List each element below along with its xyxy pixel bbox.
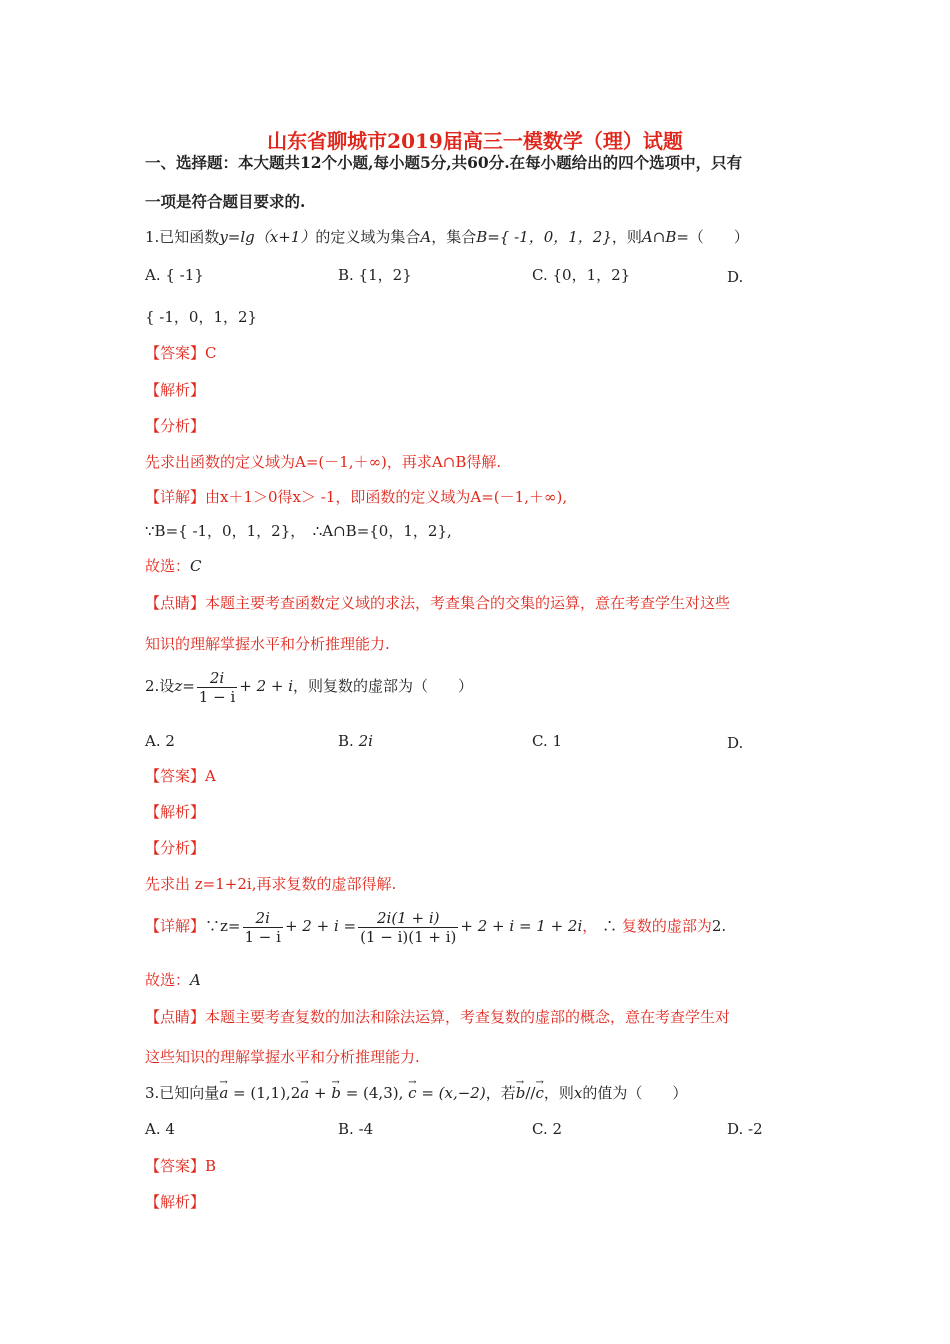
q2-analysis-label: 【解析】 bbox=[145, 803, 206, 821]
q2-answer: 【答案】A bbox=[145, 767, 216, 785]
q2-detail: 【详解】∵z= $\frac{2i}{1 - i}$ + 2 + i = $\frac{2i(1 + i)}{(1 - i)(1 + i)}$ + 2 + i = 1 + 2i， ∴ 复数的虚部为2. bbox=[145, 908, 727, 946]
q1-option-d-value: { -1，0，1，2} bbox=[145, 308, 258, 326]
section-heading-line1: 一、选择题：本大题共12个小题,每小题5分,共60分.在每小题给出的四个选项中，只有 bbox=[145, 153, 743, 172]
q1-option-c: C. {0，1，2} bbox=[532, 266, 631, 284]
q1-fenxi-label: 【分析】 bbox=[145, 417, 206, 435]
q1-answer: 【答案】C bbox=[145, 344, 217, 362]
q1-option-d: D. bbox=[727, 268, 744, 286]
q2-option-a: A. 2 bbox=[145, 732, 175, 750]
q2-detail-fraction-1: $\frac{2i}{1 - i}$ bbox=[244, 908, 281, 946]
q1-option-b: B. {1，2} bbox=[338, 266, 412, 284]
q2-option-b: B. 2i bbox=[338, 732, 373, 750]
q3-option-b: B. -4 bbox=[338, 1120, 374, 1138]
q3-option-c: C. 2 bbox=[532, 1120, 563, 1138]
q3-option-a: A. 4 bbox=[145, 1120, 175, 1138]
q3-analysis-label: 【解析】 bbox=[145, 1193, 206, 1211]
q2-fenxi-label: 【分析】 bbox=[145, 839, 206, 857]
q1-choose: 故选：C bbox=[145, 557, 202, 575]
q2-comment-line2: 这些知识的理解掌握水平和分析推理能力. bbox=[145, 1048, 420, 1066]
q1-comment-line1: 【点睛】本题主要考查函数定义域的求法，考查集合的交集的运算，意在考查学生对这些 bbox=[145, 594, 731, 612]
q2-fraction: $\frac{2i}{1 - i}$ bbox=[198, 668, 236, 706]
q3-option-d: D. -2 bbox=[727, 1120, 763, 1138]
q1-detail-line1: 【详解】由x＋1＞0得x＞ -1，即函数的定义域为A=(－1,＋∞), bbox=[145, 488, 568, 506]
q1-option-a: A. { -1} bbox=[145, 266, 204, 284]
q2-option-d: D. bbox=[727, 734, 744, 752]
q2-detail-fraction-2: $\frac{2i(1 + i)}{(1 - i)(1 + i)}$ bbox=[360, 908, 457, 946]
section-heading-line2: 一项是符合题目要求的. bbox=[145, 192, 306, 211]
q1-analysis-label: 【解析】 bbox=[145, 381, 206, 399]
q2-comment-line1: 【点睛】本题主要考查复数的加法和除法运算，考查复数的虚部的概念，意在考查学生对 bbox=[145, 1008, 731, 1026]
q2-choose: 故选：A bbox=[145, 971, 201, 989]
q1-stem: 1.已知函数y=lg（x+1）的定义域为集合A，集合B={ -1，0，1，2}，则A∩B=（ ） bbox=[145, 228, 749, 246]
q3-answer: 【答案】B bbox=[145, 1157, 217, 1175]
q2-fenxi-text: 先求出 z=1+2i,再求复数的虚部得解. bbox=[145, 875, 397, 893]
q2-stem: 2.设z= $\frac{2i}{1 - i}$ + 2 + i，则复数的虚部为（ ） bbox=[145, 668, 474, 706]
q1-detail-line2: ∵B={ -1，0，1，2}， ∴A∩B={0，1，2}, bbox=[145, 522, 452, 540]
q1-fenxi-text: 先求出函数的定义域为A=(－1,＋∞)，再求A∩B得解. bbox=[145, 453, 502, 471]
q3-stem: 3.已知向量→ a = (1,1),2→ a + → b = (4,3), → c = (x,−2)，若→ b//→ c，则x的值为（ ） bbox=[145, 1082, 687, 1104]
q2-option-c: C. 1 bbox=[532, 732, 563, 750]
page-title: 山东省聊城市2019届高三一模数学（理）试题 bbox=[267, 129, 683, 153]
q1-comment-line2: 知识的理解掌握水平和分析推理能力. bbox=[145, 635, 390, 653]
